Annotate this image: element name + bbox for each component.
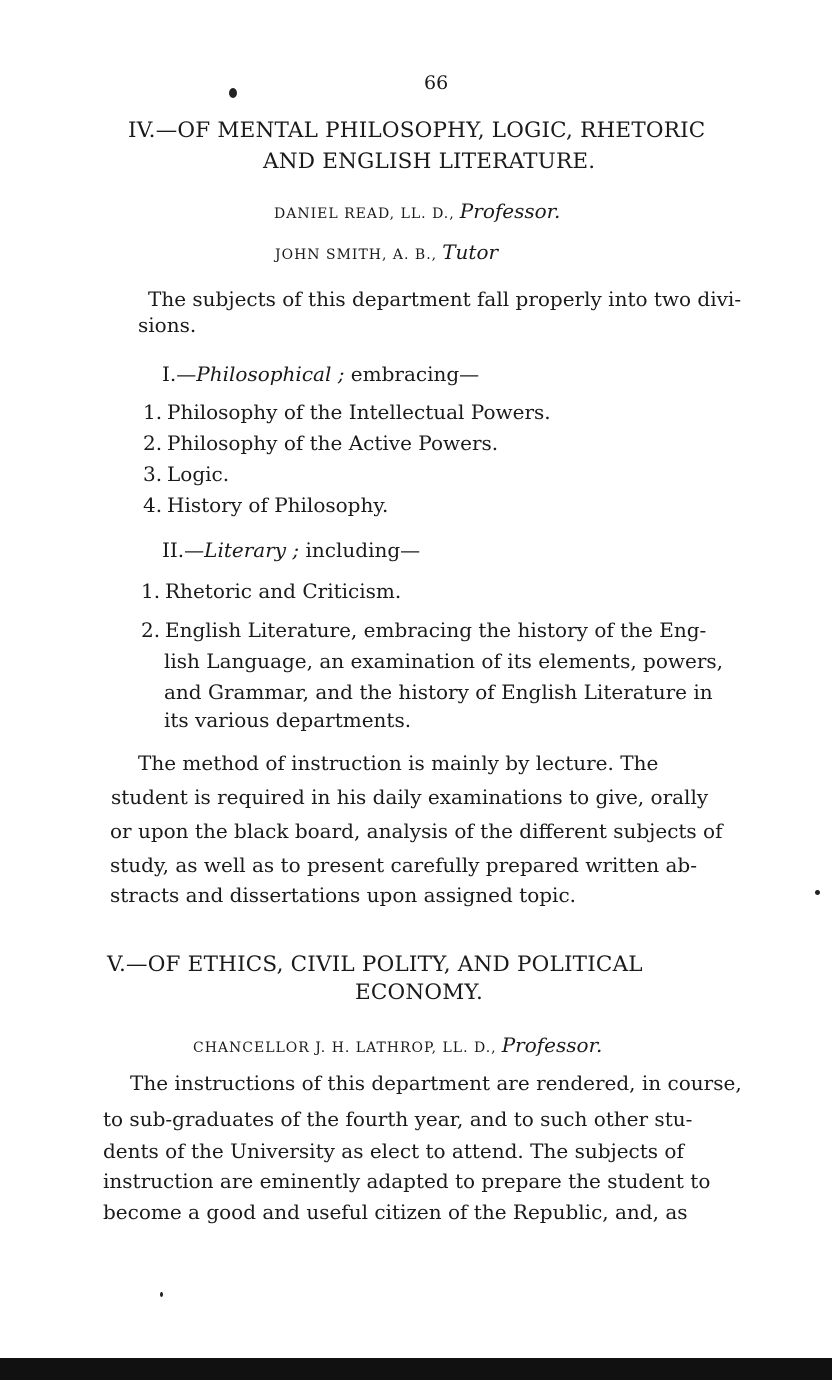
ink-speck	[160, 1292, 163, 1297]
intro-line-1: The subjects of this department fall properly into two divi-	[148, 287, 742, 311]
division-literary	[162, 538, 420, 562]
list-text: Philosophy of the Intellectual Powers.	[167, 400, 551, 424]
list-text-continued: lish Language, an examination of its elements, powers,	[164, 649, 724, 673]
faculty-name: JOHN SMITH, A. B.,	[275, 247, 438, 263]
paragraph-line: to sub-graduates of the fourth year, and to such other stu-	[103, 1107, 693, 1131]
list-item	[143, 400, 551, 424]
list-number: 4.	[143, 493, 163, 517]
page-number: 66	[424, 72, 449, 94]
faculty-entry-professor	[274, 199, 560, 223]
list-number: 1.	[141, 579, 161, 603]
paragraph-line: instruction are eminently adapted to prepare the student to	[103, 1169, 711, 1193]
faculty-title: Professor.	[459, 199, 561, 223]
list-item	[141, 579, 401, 603]
paragraph-line: study, as well as to present carefully prepared written ab-	[110, 853, 697, 877]
paragraph-line: The method of instruction is mainly by lecture. The	[138, 751, 659, 775]
ink-speck	[815, 890, 820, 895]
division-label: I.—	[162, 362, 197, 386]
list-text-continued: its various departments.	[164, 708, 412, 732]
division-suffix: including—	[299, 538, 421, 562]
paragraph-line: dents of the University as elect to attend. The subjects of	[103, 1139, 684, 1163]
division-name: Literary ;	[204, 538, 300, 562]
section-heading-v-line2: ECONOMY.	[355, 980, 484, 1005]
paragraph-line: stracts and dissertations upon assigned topic.	[110, 883, 576, 907]
list-text: Philosophy of the Active Powers.	[167, 431, 499, 455]
list-text: Logic.	[167, 462, 230, 486]
faculty-name: CHANCELLOR J. H. LATHROP, LL. D.,	[193, 1040, 497, 1056]
faculty-name: DANIEL READ, LL. D.,	[274, 206, 455, 222]
section-heading-iv-line1: IV.—OF MENTAL PHILOSOPHY, LOGIC, RHETORIC	[128, 118, 706, 143]
ink-speck	[229, 88, 237, 98]
faculty-title: Tutor	[442, 240, 499, 264]
division-name: Philosophical ;	[196, 362, 345, 386]
list-number: 1.	[143, 400, 163, 424]
list-text-continued: and Grammar, and the history of English Literature in	[164, 680, 713, 704]
list-item	[143, 462, 229, 486]
section-heading-v-line1: V.—OF ETHICS, CIVIL POLITY, AND POLITICAL	[107, 952, 643, 977]
division-philosophical	[162, 362, 479, 386]
list-number: 2.	[143, 431, 163, 455]
paragraph-line: become a good and useful citizen of the Republic, and, as	[103, 1200, 688, 1224]
list-number: 3.	[143, 462, 163, 486]
list-item	[141, 618, 706, 642]
paragraph-line: or upon the black board, analysis of the different subjects of	[110, 819, 723, 843]
section-heading-iv-line2: AND ENGLISH LITERATURE.	[263, 149, 596, 174]
division-label: II.—	[162, 538, 205, 562]
faculty-entry-tutor	[275, 240, 498, 264]
list-text: Rhetoric and Criticism.	[165, 579, 402, 603]
intro-line-2: sions.	[138, 313, 197, 337]
list-item	[143, 493, 388, 517]
list-text: History of Philosophy.	[167, 493, 389, 517]
division-suffix: embracing—	[344, 362, 480, 386]
list-text: English Literature, embracing the history of the Eng-	[165, 618, 707, 642]
faculty-entry-chancellor	[193, 1033, 602, 1057]
paragraph-line: student is required in his daily examinations to give, orally	[111, 785, 709, 809]
list-number: 2.	[141, 618, 161, 642]
scan-edge-border	[0, 1358, 832, 1380]
list-item	[143, 431, 498, 455]
faculty-title: Professor.	[501, 1033, 603, 1057]
paragraph-line: The instructions of this department are rendered, in course,	[130, 1071, 742, 1095]
